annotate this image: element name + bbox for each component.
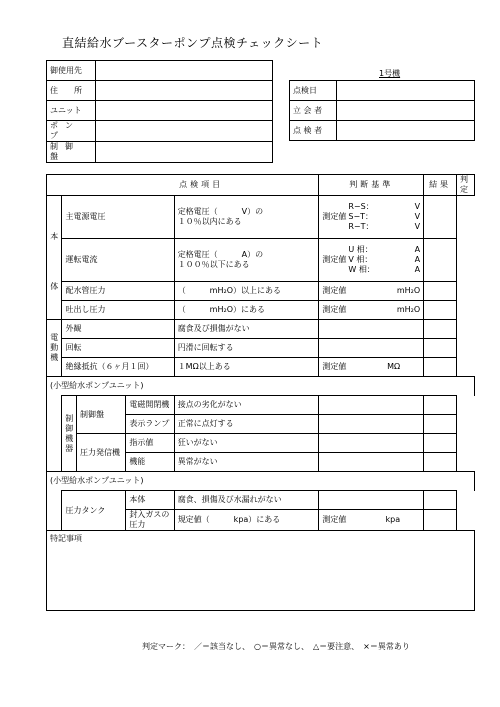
witness-label: 立 会 者 — [290, 101, 337, 121]
section2-title-row — [47, 377, 475, 396]
indicator-lamp-sub: 表示ランプ — [126, 415, 174, 434]
indicated-value-sub: 指示値 — [126, 434, 174, 453]
appearance-criteria: 腐食及び損傷がない — [174, 320, 319, 339]
contactor-criteria: 接点の劣化がない — [174, 396, 319, 415]
insulation-judge[interactable] — [424, 358, 457, 377]
contactor-judge[interactable] — [424, 396, 457, 415]
motor-section-label: 電 動 機 — [47, 320, 62, 377]
indicated-value-criteria: 狂いがない — [174, 434, 319, 453]
appearance-result[interactable] — [319, 320, 424, 339]
row-insulation — [47, 358, 475, 377]
section3-title-row — [47, 472, 475, 491]
inspection-table — [46, 174, 475, 611]
gas-pressure-judge[interactable] — [424, 510, 457, 531]
discharge-pressure-judge[interactable] — [424, 301, 457, 320]
rotation-judge[interactable] — [424, 339, 457, 358]
main-voltage-result[interactable]: 測定値 R−S： V S−T： V R−T： V — [319, 196, 424, 239]
indicated-value-result[interactable] — [319, 434, 424, 453]
inspector-label: 点 検 者 — [290, 121, 337, 141]
row-pipe-pressure — [47, 282, 475, 301]
page-title: 直結給水ブースターポンプ点検チェックシート — [62, 36, 324, 50]
main-voltage-item: 主電源電圧 — [62, 196, 174, 239]
section3-title: (小型給水ポンプユニット) — [47, 472, 475, 491]
tank-body-result[interactable] — [319, 491, 424, 510]
current-judge[interactable] — [424, 239, 457, 282]
inspection-info-table — [289, 80, 475, 141]
section2-margin — [47, 396, 62, 472]
insulation-criteria: １MΩ以上ある — [174, 358, 319, 377]
witness-field[interactable] — [337, 101, 475, 121]
header-row — [47, 175, 475, 196]
indicated-value-judge[interactable] — [424, 434, 457, 453]
row-contactor — [47, 396, 475, 415]
insulation-item: 絶縁抵抗（６ヶ月１回） — [62, 358, 174, 377]
section3-margin — [47, 491, 62, 531]
inspector-field[interactable] — [337, 121, 475, 141]
contactor-result[interactable] — [319, 396, 424, 415]
header-item: 点検項目 — [47, 175, 319, 196]
row-tank-body — [47, 491, 475, 510]
control-panel-field[interactable] — [96, 142, 273, 163]
discharge-pressure-result[interactable]: 測定値 mH₂O — [319, 301, 424, 320]
pump-label: ポンプ — [47, 121, 96, 142]
judgment-legend: 判定マーク： ／＝該当なし、 ○＝異常なし、 △＝要注意、 ×＝異常あり — [142, 642, 410, 651]
function-judge[interactable] — [424, 453, 457, 472]
current-result[interactable]: 測定値 U 相： A V 相： A W 相： A — [319, 239, 424, 282]
indicator-lamp-criteria: 正常に点灯する — [174, 415, 319, 434]
pump-field[interactable] — [96, 121, 273, 142]
discharge-pressure-item: 吐出し圧力 — [62, 301, 174, 320]
address-label: 住 所 — [47, 81, 96, 101]
rotation-item: 回転 — [62, 339, 174, 358]
row-rotation — [47, 339, 475, 358]
unit-number: 1号機 — [379, 69, 401, 78]
current-item: 運転電流 — [62, 239, 174, 282]
appearance-judge[interactable] — [424, 320, 457, 339]
function-result[interactable] — [319, 453, 424, 472]
gas-pressure-criteria: 規定値（ kpa）にある — [174, 510, 319, 531]
main-voltage-criteria: 定格電圧（ V）の １０％以内にある — [174, 196, 319, 239]
row-current — [47, 239, 475, 282]
main-voltage-judge[interactable] — [424, 196, 457, 239]
rotation-result[interactable] — [319, 339, 424, 358]
client-label: 御使用先 — [47, 61, 96, 81]
header-criteria: 判断基準 — [319, 175, 424, 196]
rotation-criteria: 円滑に回転する — [174, 339, 319, 358]
tank-item: 圧力タンク — [62, 491, 126, 531]
row-indicated-value — [47, 434, 475, 453]
inspection-date-label: 点検日 — [290, 81, 337, 101]
pipe-pressure-judge[interactable] — [424, 282, 457, 301]
notes-field[interactable] — [47, 531, 475, 611]
body-section-label: 本 体 — [47, 196, 62, 320]
control-panel-label: 制御盤 — [47, 142, 96, 163]
current-criteria: 定格電圧（ A）の １００％以下にある — [174, 239, 319, 282]
pipe-pressure-criteria: （ mH₂O）以上にある — [174, 282, 319, 301]
header-result: 結果 — [424, 175, 457, 196]
section2-title: (小型給水ポンプユニット) — [47, 377, 475, 396]
tank-body-judge[interactable] — [424, 491, 457, 510]
unit-label: ユニット — [47, 101, 96, 121]
inspection-date-field[interactable] — [337, 81, 475, 101]
insulation-result[interactable]: 測定値 MΩ — [319, 358, 424, 377]
indicator-lamp-judge[interactable] — [424, 415, 457, 434]
header-judge: 判定 — [457, 175, 475, 196]
tank-body-sub: 本体 — [126, 491, 174, 510]
pipe-pressure-item: 配水管圧力 — [62, 282, 174, 301]
row-discharge-pressure — [47, 301, 475, 320]
client-info-table — [46, 60, 273, 163]
notes-label: 特記事項 — [50, 534, 82, 543]
address-field[interactable] — [96, 81, 273, 101]
function-criteria: 異常がない — [174, 453, 319, 472]
tank-body-criteria: 腐食、損傷及び水漏れがない — [174, 491, 319, 510]
contactor-sub: 電磁開閉機 — [126, 396, 174, 415]
row-appearance — [47, 320, 475, 339]
function-sub: 機能 — [126, 453, 174, 472]
control-panel-item: 制御盤 — [77, 396, 126, 434]
pipe-pressure-result[interactable]: 測定値 mH₂O — [319, 282, 424, 301]
notes-row — [47, 531, 475, 611]
client-field[interactable] — [96, 61, 273, 81]
control-section-label: 制 御 機 器 — [62, 396, 77, 472]
unit-field[interactable] — [96, 101, 273, 121]
pressure-transmitter-item: 圧力発信機 — [77, 434, 126, 472]
gas-pressure-sub: 封入ガスの圧力 — [126, 510, 174, 531]
indicator-lamp-result[interactable] — [319, 415, 424, 434]
row-main-voltage — [47, 196, 475, 239]
appearance-item: 外観 — [62, 320, 174, 339]
discharge-pressure-criteria: （ mH₂O）にある — [174, 301, 319, 320]
gas-pressure-result[interactable]: 測定値 kpa — [319, 510, 424, 531]
